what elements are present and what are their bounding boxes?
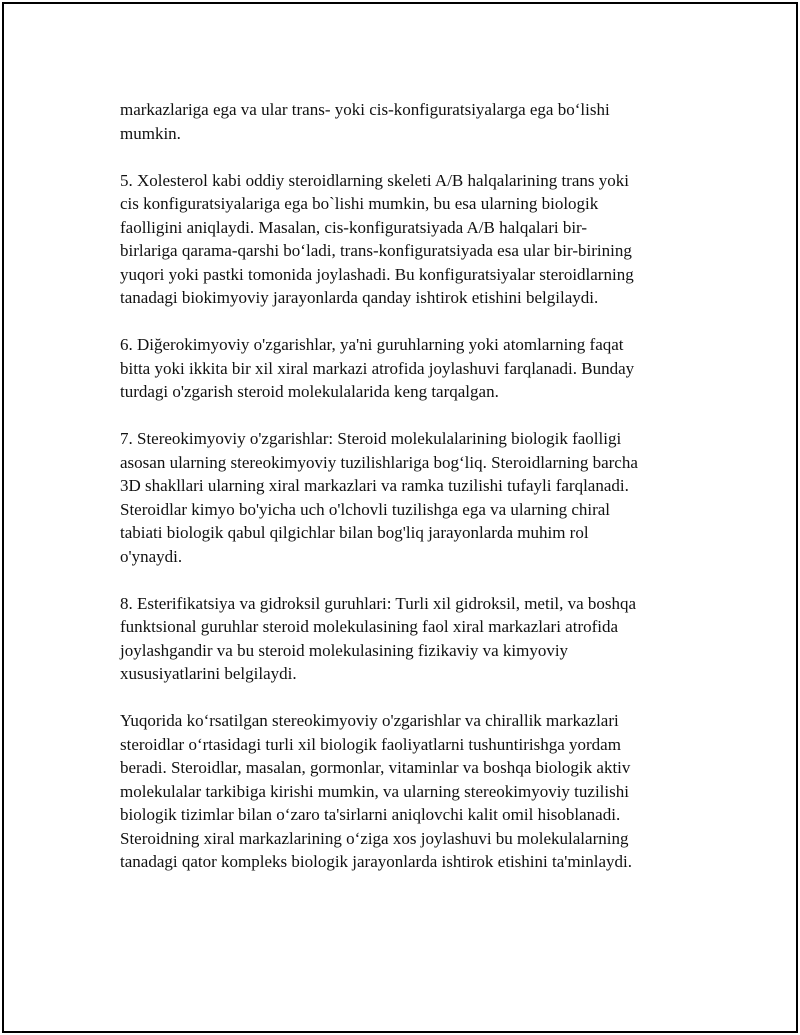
text-line: asosan ularning stereokimyoviy tuzilishlariga bogʻliq. Steroidlarning barcha [120,452,638,472]
text-line: 7. Stereokimyoviy o'zgarishlar: Steroid molekulalarining biologik faolligi [120,429,622,448]
text-line: 3D shakllari ularning xiral markazlari va ramka tuzilishi tufayli farqlanadi. [120,476,629,495]
text-line: biologik tizimlar bilan oʻzaro ta'sirlarni aniqlovchi kalit omil hisoblanadi. [120,805,621,824]
text-line: funktsional guruhlar steroid molekulasining faol xiral markazlari atrofida [120,617,619,636]
text-line: o'ynaydi. [120,546,183,566]
text-line: tabiati biologik qabul qilgichlar bilan bog'liq jarayonlarda muhim rol [120,523,589,542]
text-line: Steroidning xiral markazlarining oʻziga xos joylashuvi bu molekulalarning [120,828,629,848]
text-line: 5. Xolesterol kabi oddiy steroidlarning skeleti A/B halqalarining trans yoki [120,170,629,190]
text-line: 8. Esterifikatsiya va gidroksil guruhlari: Turli xil gidroksil, metil, va boshqa [120,593,637,613]
text-line: tanadagi qator kompleks biologik jarayonlarda ishtirok etishini ta'minlaydi. [120,852,633,871]
text-line: faolligini aniqlaydi. Masalan, cis-konfiguratsiyada A/B halqalari bir- [120,217,588,237]
paragraph-item-6 [120,333,700,404]
page-frame [2,2,798,1033]
text-line: birlariga qarama-qarshi boʻladi, trans-konfiguratsiyada esa ular bir-birining [120,241,632,260]
text-line: mumkin. [120,123,181,143]
text-line: xususiyatlarini belgilaydi. [120,664,297,683]
text-line: Steroidlar kimyo bo'yicha uch o'lchovli tuzilishga ega va ularning chiral [120,499,611,519]
text-line: tanadagi biokimyoviy jarayonlarda qanday ishtirok etishini belgilaydi. [120,288,599,307]
paragraph-conclusion [120,709,700,874]
text-line: joylashgandir va bu steroid molekulasining fizikaviy va kimyoviy [120,640,569,660]
text-line: 6. Diğerokimyoviy o'zgarishlar, ya'ni guruhlarning yoki atomlarning faqat [120,335,624,354]
text-line: turdagi o'zgarish steroid molekulalarida keng tarqalgan. [120,382,499,401]
text-line: beradi. Steroidlar, masalan, gormonlar, vitaminlar va boshqa biologik aktiv [120,758,631,777]
text-line: yuqori yoki pastki tomonida joylashadi. Bu konfiguratsiyalar steroidlarning [120,264,634,284]
document-body [120,98,700,874]
text-line: bitta yoki ikkita bir xil xiral markazi atrofida joylashuvi farqlanadi. Bunday [120,358,635,378]
text-line: molekulalar tarkibiga kirishi mumkin, va ularning stereokimyoviy tuzilishi [120,781,629,801]
text-line: steroidlar oʻrtasidagi turli xil biologik faoliyatlarni tushuntirishga yordam [120,734,621,754]
text-line: markazlariga ega va ular trans- yoki cis-konfiguratsiyalarga ega boʻlishi [120,100,610,119]
text-line: Yuqorida koʻrsatilgan stereokimyoviy o'zgarishlar va chirallik markazlari [120,711,619,730]
text-line: cis konfiguratsiyalariga ega bo`lishi mumkin, bu esa ularning biologik [120,194,599,213]
paragraph-intro-continuation [120,98,700,145]
paragraph-item-8 [120,592,700,686]
paragraph-item-7 [120,427,700,568]
paragraph-item-5 [120,169,700,310]
